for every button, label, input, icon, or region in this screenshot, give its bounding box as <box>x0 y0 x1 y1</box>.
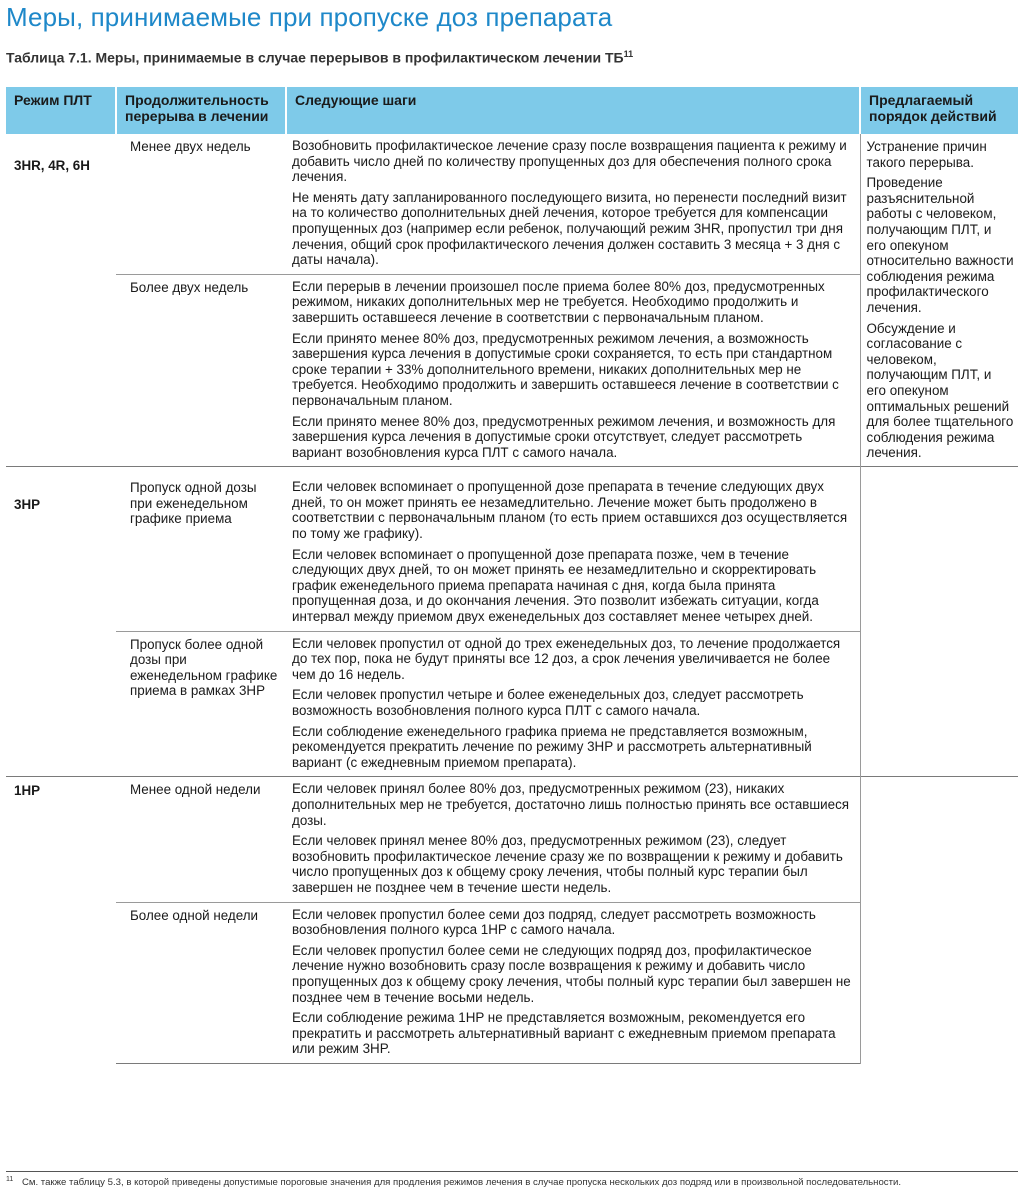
footnote <box>6 1171 1018 1188</box>
step-text: Если перерыв в лечении произошел после приема более 80% доз, предусмотренных режимом, никаких дополнительных мер не требуется. Необходимо продолжить и завершить оставшееся лечение в соответствии с первоначальным планом. <box>292 278 825 325</box>
duration-cell: Более одной недели <box>116 902 286 1063</box>
table-caption <box>6 49 633 66</box>
header-steps: Следующие шаги <box>286 87 860 134</box>
action-cell-empty <box>860 467 1018 777</box>
steps-cell <box>286 631 860 777</box>
step-text: Возобновить профилактическое лечение сразу после возвращения пациента к режиму и добавить число дней по количеству пропущенных доз для обеспечения полного срока лечения. <box>292 138 847 185</box>
table-header-row <box>6 87 1018 134</box>
header-duration: Продолжительность перерыва в лечении <box>116 87 286 134</box>
table-row <box>6 134 1018 274</box>
step-text: Если соблюдение еженедельного графика приема не представляется возможным, рекомендуется прекратить лечение по режиму 3HP и рассмотреть альтернативный вариант (с ежедневным приемом препарата). <box>292 723 812 770</box>
duration-cell: Менее двух недель <box>130 139 251 154</box>
regime-cell: 1HP <box>6 777 116 1064</box>
step-text: Если человек вспоминает о пропущенной дозе препарата позже, чем в течение следующих двух дней, то он может принять ее незамедлительно и скорректировать график еженедельного приема препарата начиная с дня, когда была принята пропущенная доза, и до окончания лечения. Это позволит избежать ситуации, когда интервал между приемом двух еженедельных доз составляет менее четырех дней. <box>292 546 819 625</box>
footnote-ref: 11 <box>623 49 634 59</box>
step-text: Если принято менее 80% доз, предусмотренных режимом лечения, а возможность завершения курса лечения в допустимые сроки сохраняется, то есть при стандартном сроке терапии + 33% дополнительного времени, никаких дополнительных мер не требуется. Необходимо продолжить и завершить оставшееся лечение в соответствии с первоначальным планом. <box>292 330 839 408</box>
steps-cell <box>286 134 860 274</box>
header-regime: Режим ПЛТ <box>6 87 116 134</box>
steps-cell <box>286 274 860 467</box>
table-row <box>6 777 1018 902</box>
duration-cell: Пропуск более одной дозы при еженедельном графике приема в рамках 3HP <box>116 631 286 777</box>
step-text: Если принято менее 80% доз, предусмотренных режимом лечения, и возможность для завершения курса лечения в допустимые сроки отсутствует, следует рассмотреть вариант возобновления курса ПЛТ с самого начала. <box>292 413 836 460</box>
step-text: Не менять дату запланированного последующего визита, но перенести последний визит на то количество дополнительных дней лечения, которое требуется для компенсации пропущенных доз (например если ребенок, получающий режим 3HR, пропустил три дня лечения, общий срок профилактического лечения должен составить 3 месяца + 3 дня с даты начала). <box>292 189 847 268</box>
footnote-mark: 11 <box>6 1176 14 1183</box>
duration-cell: Менее одной недели <box>116 777 286 902</box>
step-text: Если соблюдение режима 1HP не представляется возможным, рекомендуется его прекратить и рассмотреть альтернативный вариант с ежедневным приемом препарата или режим 3HP. <box>292 1010 836 1057</box>
page-title: Меры, принимаемые при пропуске доз препарата <box>6 2 613 32</box>
steps-cell <box>286 777 860 902</box>
action-text: Устранение причин такого перерыва. <box>866 139 987 170</box>
footnote-text: См. также таблицу 5.3, в которой приведены допустимые пороговые значения для продления режимов лечения в случае пропуска нескольких доз подряд или в произвольной последовательности. <box>21 1177 902 1189</box>
action-cell-empty <box>860 777 1018 1064</box>
steps-cell <box>286 467 860 631</box>
step-text: Если человек принял менее 80% доз, предусмотренных режимом (23), следует возобновить профилактическое лечение сразу же по возвращении к режиму и добавить число пропущенных доз к общему сроку лечения, чтобы полный курс терапии был завершен не позднее чем в течение шести недель. <box>292 833 843 895</box>
step-text: Если человек принял более 80% доз, предусмотренных режимом (23), никаких дополнительных мер не требуется, достаточно лишь полностью принять все оставшиеся дозы. <box>292 781 850 828</box>
step-text: Если человек пропустил более семи не следующих подряд доз, профилактическое лечение нужно возобновить сразу после возвращения к режиму и добавить число пропущенных доз к общему сроку лечения, чтобы полный курс терапии был завершен не позднее чем в течение восьми недель. <box>292 942 851 1005</box>
step-text: Если человек пропустил от одной до трех еженедельных доз, то лечение продолжается до тех пор, пока не будут приняты все 12 доз, а срок лечения увеличивается не более чем до 16 недель. <box>292 635 841 682</box>
header-action: Предлагаемый порядок действий <box>860 87 1018 134</box>
action-cell <box>860 134 1018 467</box>
missed-doses-table <box>6 87 1018 1064</box>
regime-cell: 3HR, 4R, 6H <box>14 158 90 173</box>
action-text: Проведение разъяснительной работы с человеком, получающим ПЛТ, и его опекуном относительно важности соблюдения режима профилактического лечения. <box>866 175 1014 315</box>
table-row <box>6 467 1018 631</box>
step-text: Если человек пропустил более семи доз подряд, следует рассмотреть возможность возобновления полного курса 1HP с самого начала. <box>292 906 816 938</box>
action-text: Обсуждение и согласование с человеком, получающим ПЛТ, и его опекуном оптимальных решений для более тщательного соблюдения режима лечения. <box>866 320 1014 461</box>
step-text: Если человек пропустил четыре и более еженедельных доз, следует рассмотреть возможность возобновления полного курса ПЛТ с самого начала. <box>292 687 804 718</box>
duration-cell: Более двух недель <box>116 274 286 467</box>
steps-cell <box>286 902 860 1063</box>
duration-cell: Пропуск одной дозы при еженедельном графике приема <box>116 467 286 631</box>
table-caption-text: Таблица 7.1. Меры, принимаемые в случае перерывов в профилактическом лечении ТБ <box>6 49 624 66</box>
step-text: Если человек вспоминает о пропущенной дозе препарата в течение следующих двух дней, то он может принять ее незамедлительно. Лечение может быть продолжено в соответствии с первоначальным планом (то есть прием оставшихся доз осуществляется по тому же графику). <box>292 479 848 542</box>
regime-cell: 3HP <box>6 467 116 777</box>
